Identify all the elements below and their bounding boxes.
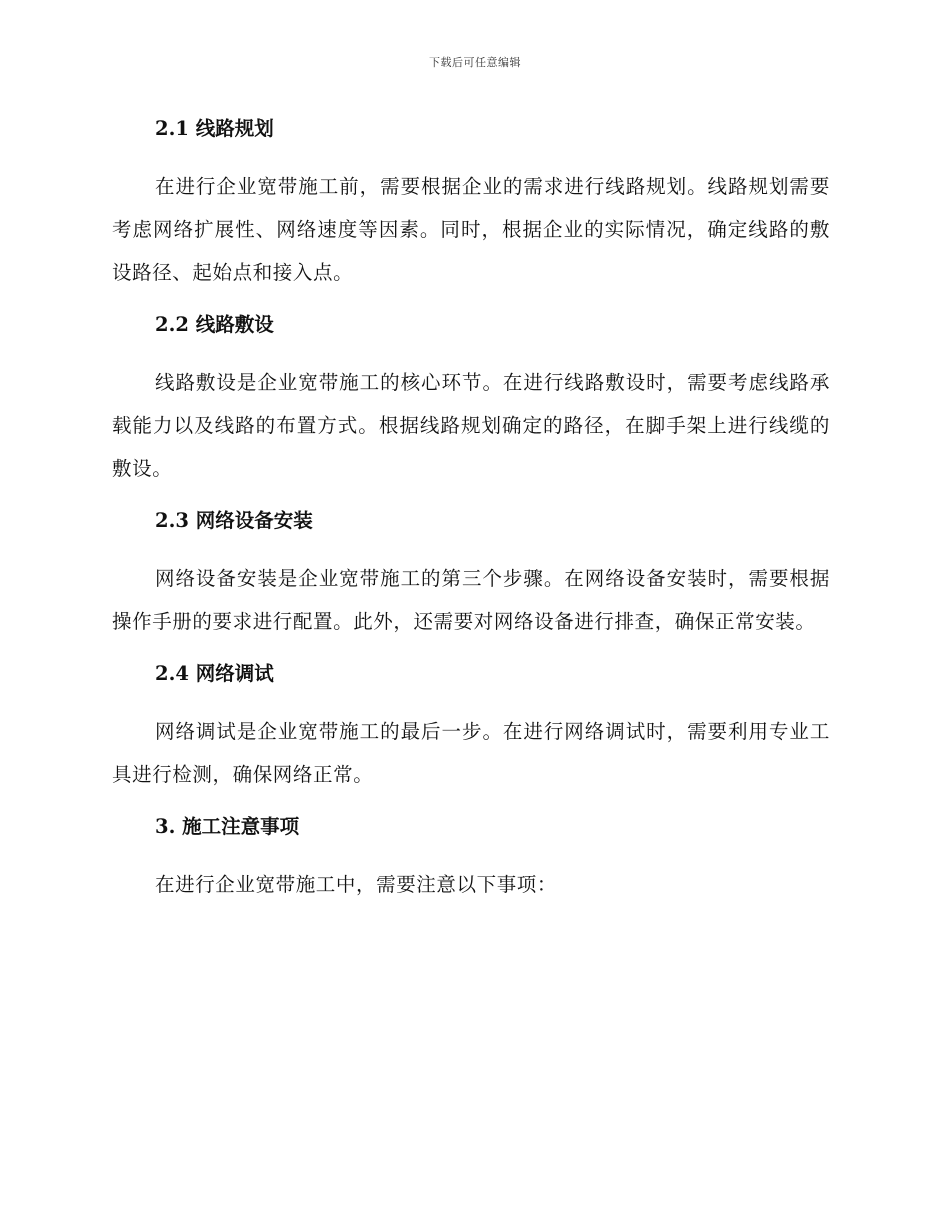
section-paragraph: 在进行企业宽带施工前，需要根据企业的需求进行线路规划。线路规划需要考虑网络扩展性、网络速度等因素。同时，根据企业的实际情况，确定线路的敷设路径、起始点和接入点。: [112, 175, 830, 284]
document-body: [112, 110, 830, 918]
section-heading: 2.1 线路规划: [155, 117, 274, 140]
section-paragraph: 网络设备安装是企业宽带施工的第三个步骤。在网络设备安装时，需要根据操作手册的要求进行配置。此外，还需要对网络设备进行排查，确保正常安装。: [112, 567, 830, 633]
section-paragraph: 网络调试是企业宽带施工的最后一步。在进行网络调试时，需要利用专业工具进行检测，确保网络正常。: [112, 720, 830, 786]
section-paragraph: 线路敷设是企业宽带施工的核心环节。在进行线路敷设时，需要考虑线路承载能力以及线路的布置方式。根据线路规划确定的路径，在脚手架上进行线缆的敷设。: [112, 371, 830, 480]
section-heading: 2.3 网络设备安装: [155, 509, 313, 532]
section-heading: 2.2 线路敷设: [155, 313, 274, 336]
page-header: 下载后可任意编辑: [429, 56, 521, 69]
section-heading: 2.4 网络调试: [155, 662, 274, 685]
section-heading: 3. 施工注意事项: [155, 815, 300, 838]
section-paragraph: 在进行企业宽带施工中，需要注意以下事项：: [155, 873, 558, 896]
